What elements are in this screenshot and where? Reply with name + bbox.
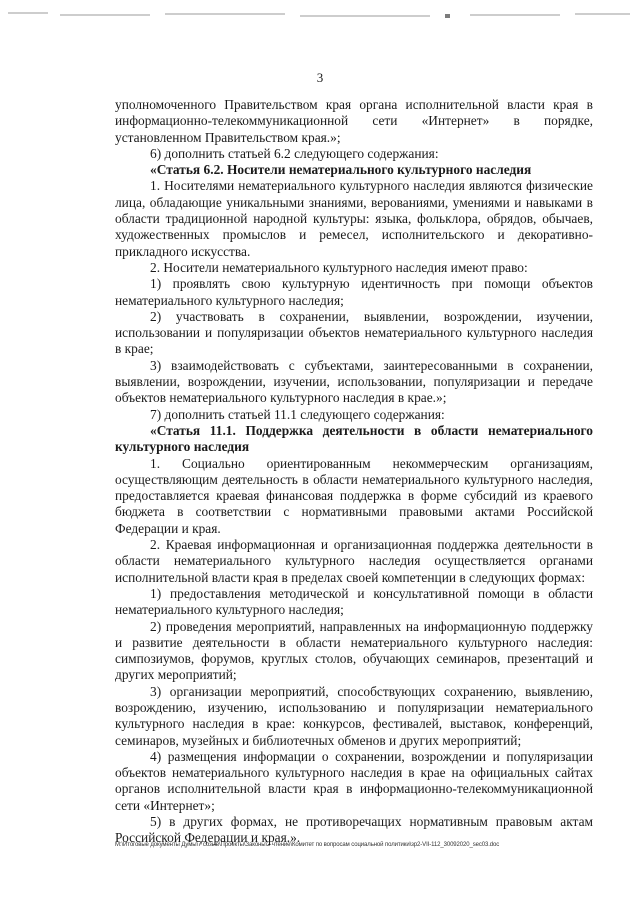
paragraph: 1) проявлять свою культурную идентичность при помощи объектов нематериального культурного наследия; — [115, 276, 593, 308]
article-heading: «Статья 11.1. Поддержка деятельности в области нематериального культурного наследия — [115, 422, 593, 455]
paragraph: 3) организации мероприятий, способствующих сохранению, выявлению, возрождению, изучению, использованию и популяризации нематериального культурного наследия в крае: конкурсов, фестивалей, выставок, конференций, семинаров, музейных и библиотечных обменов и других мероприятий; — [115, 683, 593, 748]
paragraph: 1. Социально ориентированным некоммерческим организациям, осуществляющим деятельность в области нематериального культурного наследия, предоставляется краевая финансовая поддержка в форме субсидий из краевого бюджета в соответствии с нормативными правовыми актами Российской Федерации и края. — [115, 455, 593, 536]
paragraph: 4) размещения информации о сохранении, возрождении и популяризации объектов нематериального культурного наследия в крае на официальных сайтах органов исполнительной власти края в информационно-телекоммуникационной сети «Интернет»; — [115, 748, 593, 813]
paragraph: 1. Носителями нематериального культурного наследия являются физические лица, обладающие уникальными знаниями, верованиями, умениями и навыками в области традиционной народной культуры: языка, фольклора, обрядов, обычаев, художественных промыслов и ремесел, исполнительского и декоративно-прикладного искусства. — [115, 178, 593, 259]
paragraph: уполномоченного Правительством края органа исполнительной власти края в информационно-телекоммуникационной сети «Интернет» в порядке, установленном Правительством края.»; — [115, 97, 593, 145]
paragraph: 2) участвовать в сохранении, выявлении, возрождении, изучении, использовании и популяризации объектов нематериального культурного наследия в крае; — [115, 308, 593, 357]
paragraph: 6) дополнить статьей 6.2 следующего содержания: — [150, 145, 439, 161]
paragraph: 2. Краевая информационная и организационная поддержка деятельности в области нематериального культурного наследия осуществляется органами исполнительной власти края в пределах своей компетенции в следующих формах: — [115, 537, 593, 585]
paragraph: 2. Носители нематериального культурного наследия имеют право: — [150, 259, 528, 275]
paragraph: 2) проведения мероприятий, направленных на информационную поддержку и развитие деятельности в области нематериального культурного наследия: симпозиумов, форумов, круглых столов, обучающих семинаров, презентаций и других мероприятий; — [115, 618, 593, 683]
page-number: 3 — [316, 70, 324, 85]
paragraph: 7) дополнить статьей 11.1 следующего содержания: — [150, 406, 445, 422]
scan-artifacts — [0, 12, 640, 20]
paragraph: 5) в других формах, не противоречащих нормативным правовым актам Российской Федерации и края.». — [115, 814, 593, 846]
paragraph: 1) предоставления методической и консультативной помощи в области нематериального культурного наследия; — [115, 585, 593, 618]
document-body — [115, 97, 593, 847]
footer-file-path: M:\Итоговые документы Думы\7 созыв\Проекты\Законы\2 чтение\Комитет по вопросам социальной политики\зр2-VII-112_30092020_sec03.doc — [115, 842, 500, 848]
article-heading: «Статья 6.2. Носители нематериального культурного наследия — [150, 162, 532, 178]
paragraph: 3) взаимодействовать с субъектами, заинтересованными в сохранении, выявлении, возрождении, изучении, использовании, популяризации и передаче объектов нематериального культурного наследия в крае.»; — [115, 357, 593, 406]
